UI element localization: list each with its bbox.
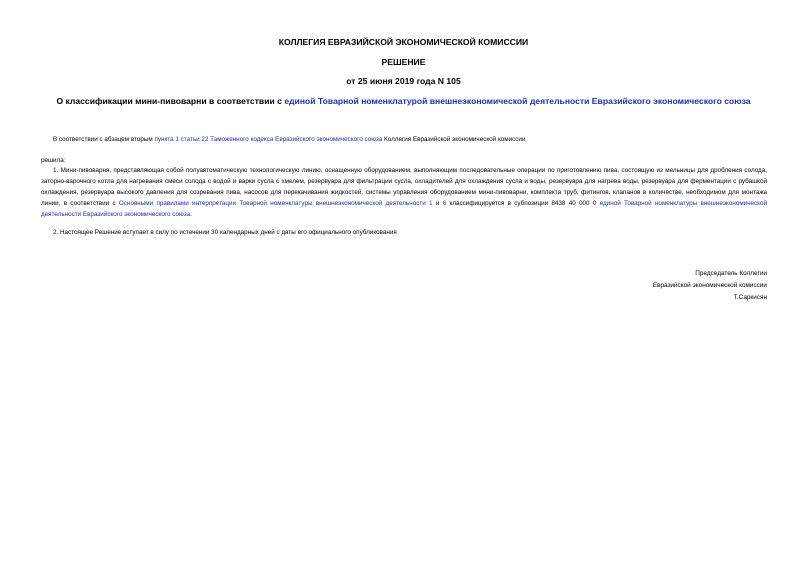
title-prefix: О классификации мини-пивоварни в соответствии с: [56, 96, 285, 106]
item-1-end: .: [190, 211, 192, 218]
org-heading: КОЛЛЕГИЯ ЕВРАЗИЙСКОЙ ЭКОНОМИЧЕСКОЙ КОМИССИИ: [278, 37, 529, 47]
item-1-and: и: [432, 200, 443, 207]
intro-paragraph: [53, 134, 525, 145]
doc-type-heading: РЕШЕНИЕ: [381, 57, 426, 67]
item-2-paragraph: 2. Настоящее Решение вступает в силу по истечении 30 календарных дней с даты его официального опубликования: [53, 229, 397, 236]
rule-6-link[interactable]: 6: [442, 200, 447, 207]
title-heading: [0, 96, 807, 106]
signature-organization: Евразийской экономической комиссии: [652, 282, 767, 289]
date-heading: от 25 июня 2019 года N 105: [346, 76, 461, 86]
title-link[interactable]: единой Товарной номенклатурой внешнеэкономической деятельности Евразийского экономического союза: [284, 96, 751, 106]
item-1-subheading: классифицируется в субпозиции 8438 40 000 0: [446, 200, 600, 207]
signature-name: Т.Саркисян: [733, 294, 767, 301]
signature-position: Председатель Коллегии: [695, 270, 767, 277]
customs-code-link[interactable]: пункта 1 статьи 22 Таможенного кодекса Евразийского экономического союза: [154, 136, 383, 143]
intro-suffix: Коллегия Евразийской экономической комиссии: [382, 136, 526, 143]
item-1-paragraph: [41, 165, 767, 220]
interpretation-rules-link[interactable]: Основными правилами интерпретации Товарной номенклатуры внешнеэкономической деятельности 1: [118, 200, 433, 207]
decided-label: решила:: [41, 157, 66, 164]
tnved-link[interactable]: единой Товарной номенклатуры внешнеэкономической деятельности Евразийского экономического союза: [41, 200, 767, 218]
intro-prefix: В соответствии с абзацем вторым: [53, 136, 155, 143]
item-1-text: 1. Мини-пивоварня, представляющая собой полуавтоматическую технологическую линию, оснащенную оборудованием, выполняющим последовательные операции по приготовлению пива, состоящую из мельницы для дробления солода, заторно-варочного котла для нагревания смеси солода с водой и варки сусла с хмелем, резервуара для фильтрации сусла, охладителей для охлаждения сусла и воды, резервуара для нагрева воды, резервуара для ферментации с рубашкой охлаждения, резервуара высокого давления для созревания пива, насосов для перекачивания жидкостей, системы управления оборудованием мини-пивоварни, комплекта труб, фитингов, клапанов в количестве, необходимом для монтажа линии, в соответствии с: [41, 167, 767, 207]
